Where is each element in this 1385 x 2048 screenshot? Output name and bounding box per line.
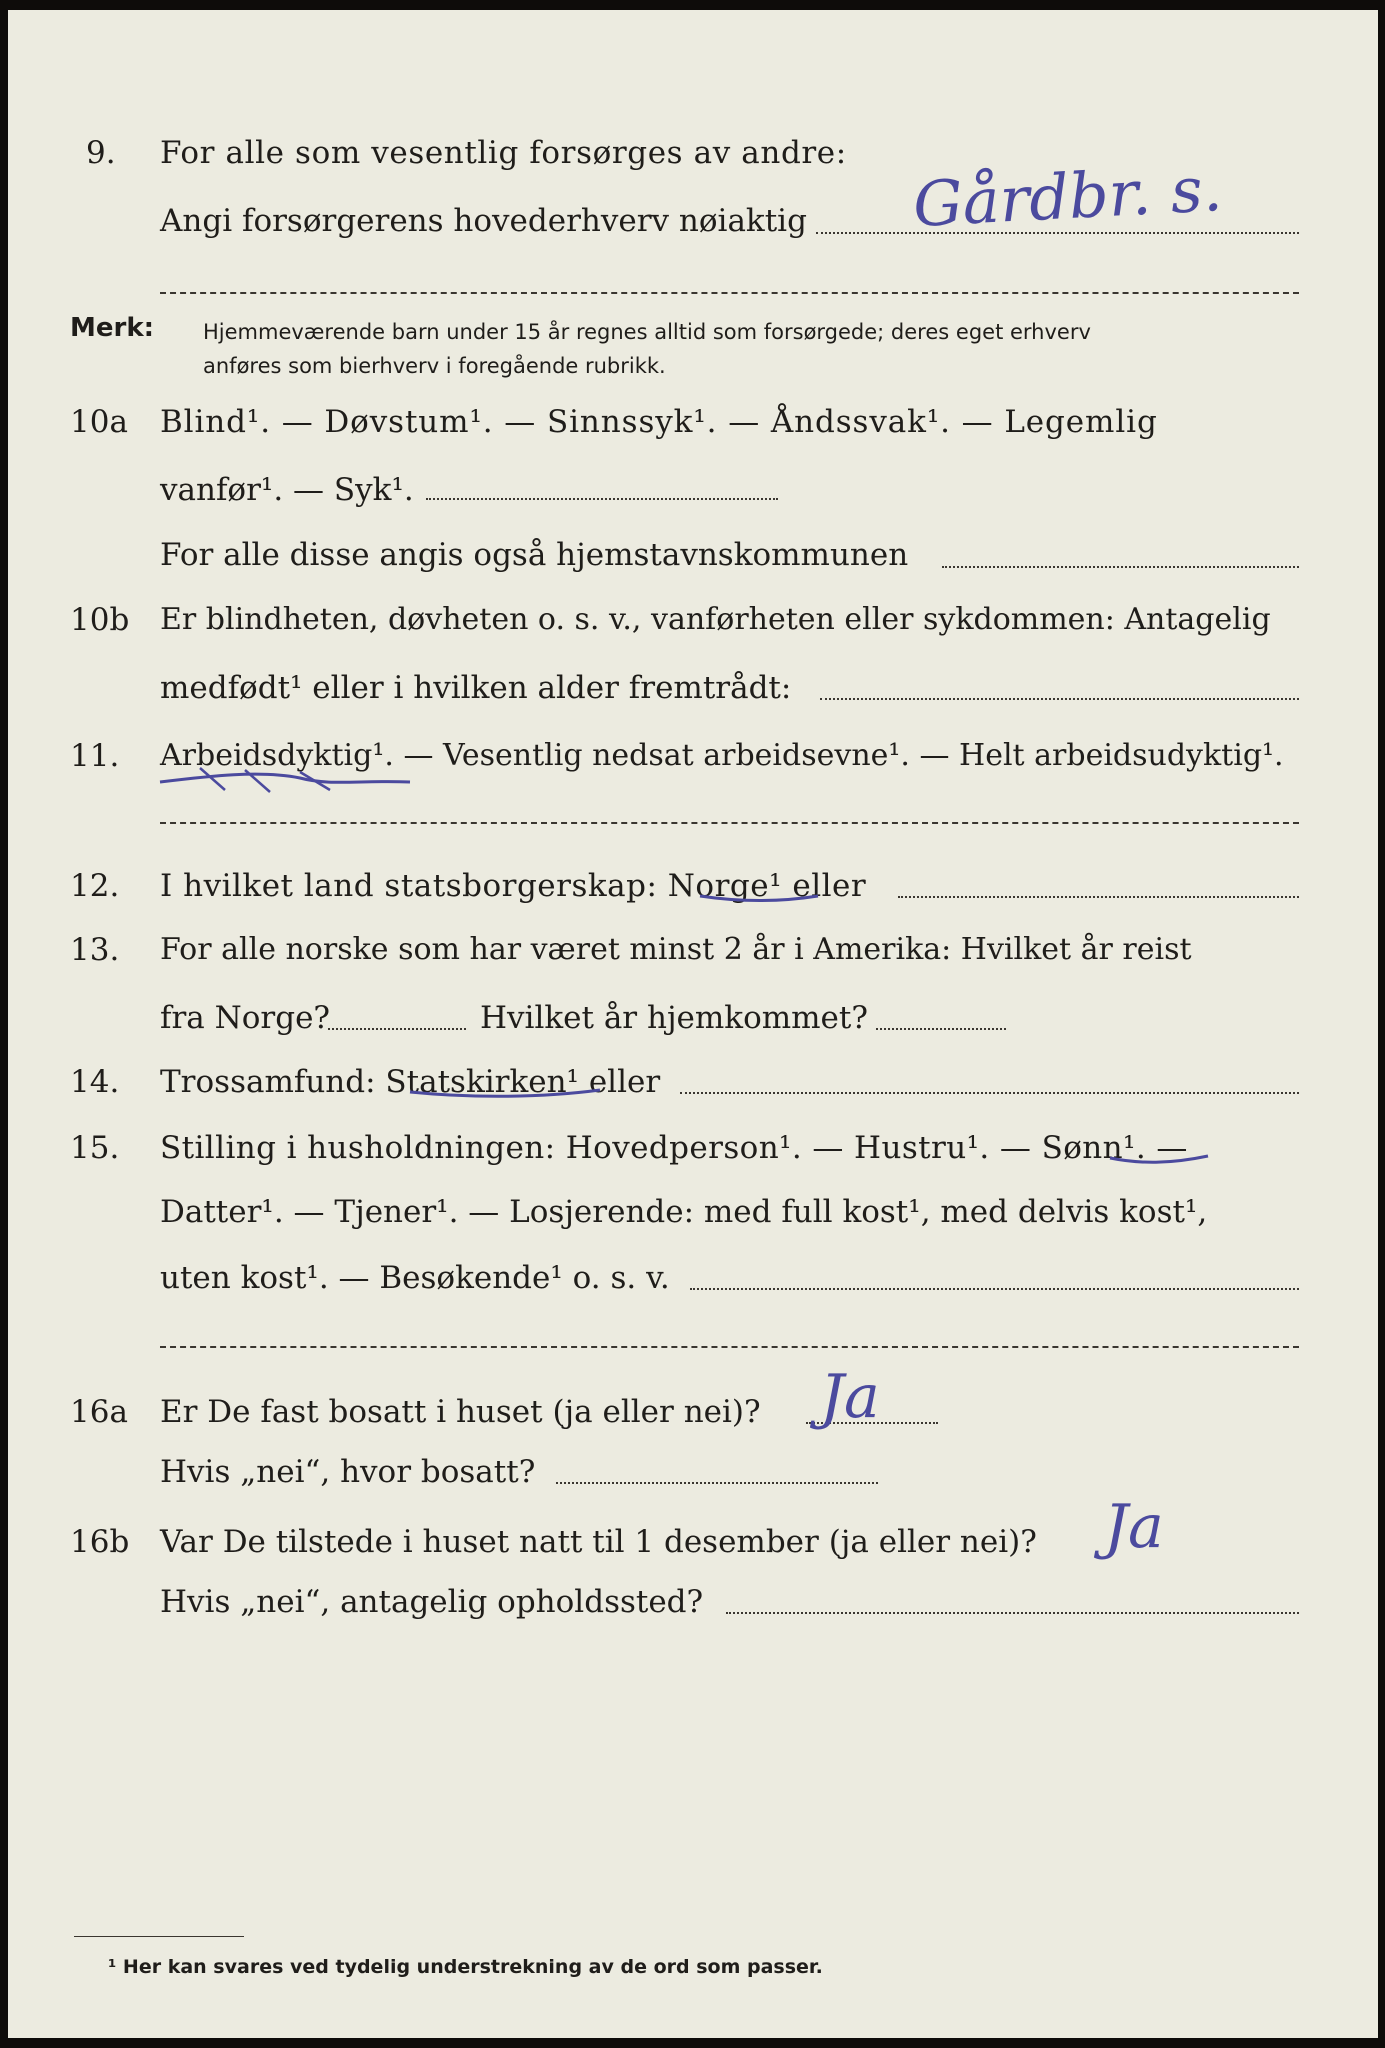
footnote-text: ¹ Her kan svares ved tydelig understrekning av de ord som passer.	[108, 1956, 823, 1978]
q15-line3: uten kost¹. — Besøkende¹ o. s. v.	[160, 1260, 670, 1296]
q9-handwritten-answer: Gårdbr. s.	[911, 151, 1224, 242]
q13-number: 13.	[70, 932, 120, 968]
merk-label: Merk:	[70, 313, 155, 343]
q16a-bosatt-line	[556, 1482, 878, 1484]
q14-number: 14.	[70, 1064, 120, 1100]
q13-line1: For alle norske som har været minst 2 år i Amerika: Hvilket år reist	[160, 932, 1192, 967]
q10b-line1: Er blindheten, døvheten o. s. v., vanførheten eller sykdommen: Antagelig	[160, 602, 1271, 637]
q10a-line3: For alle disse angis også hjemstavnskommunen	[160, 537, 909, 573]
q12-line1: I hvilket land statsborgerskap: Norge¹ eller	[160, 868, 867, 904]
q14-line1: Trossamfund: Statskirken¹ eller	[160, 1064, 661, 1100]
q14-answer-line	[680, 1092, 1299, 1094]
q10a-syk-line	[426, 498, 778, 500]
q15-line2: Datter¹. — Tjener¹. — Losjerende: med full kost¹, med delvis kost¹,	[160, 1194, 1208, 1230]
q11-number: 11.	[70, 738, 120, 774]
q9-number: 9.	[86, 135, 116, 171]
q13-reist-line	[328, 1028, 466, 1030]
q12-answer-line	[898, 896, 1299, 898]
q10a-line2: vanfør¹. — Syk¹.	[160, 472, 414, 508]
census-form-page	[8, 10, 1378, 2038]
footnote-rule	[74, 1936, 244, 1937]
q16b-opholdssted-line	[726, 1612, 1299, 1614]
q11-line1: Arbeidsdyktig¹. — Vesentlig nedsat arbeidsevne¹. — Helt arbeidsudyktig¹.	[160, 738, 1284, 773]
q13-line2b: Hvilket år hjemkommet?	[480, 1000, 868, 1036]
q10b-answer-line	[820, 698, 1299, 700]
q10a-kommune-line	[942, 566, 1299, 568]
q13-hjemkommet-line	[876, 1028, 1006, 1030]
q13-line2a: fra Norge?	[160, 1000, 331, 1036]
q9-line1: For alle som vesentlig forsørges av andre:	[160, 135, 847, 171]
merk-line1: Hjemmeværende barn under 15 år regnes alltid som forsørgede; deres eget erhverv	[203, 320, 1091, 344]
q9-separator	[160, 292, 1299, 294]
q12-number: 12.	[70, 868, 120, 904]
q16b-line2: Hvis „nei“, antagelig opholdssted?	[160, 1584, 704, 1620]
q10b-number: 10b	[70, 602, 130, 638]
q16a-line1: Er De fast bosatt i huset (ja eller nei)?	[160, 1394, 761, 1430]
q16b-handwritten-answer: Ja	[1104, 1492, 1164, 1562]
q10b-line2: medfødt¹ eller i hvilken alder fremtrådt:	[160, 670, 792, 706]
q16a-handwritten-answer: Ja	[820, 1362, 880, 1432]
q11-separator	[160, 822, 1299, 824]
q15-line1: Stilling i husholdningen: Hovedperson¹. — Hustru¹. — Sønn¹. —	[160, 1130, 1188, 1166]
merk-line2: anføres som bierhverv i foregående rubrikk.	[203, 354, 666, 378]
q10a-line1: Blind¹. — Døvstum¹. — Sinnssyk¹. — Åndssvak¹. — Legemlig	[160, 404, 1158, 440]
q10a-number: 10a	[70, 404, 128, 440]
q15-number: 15.	[70, 1130, 120, 1166]
q16a-number: 16a	[70, 1394, 128, 1430]
q16b-number: 16b	[70, 1524, 130, 1560]
q16b-line1: Var De tilstede i huset natt til 1 desember (ja eller nei)?	[160, 1524, 1037, 1560]
q9-line2: Angi forsørgerens hovederhverv nøiaktig	[160, 203, 807, 239]
q15-answer-line	[690, 1288, 1299, 1290]
q16a-line2: Hvis „nei“, hvor bosatt?	[160, 1454, 536, 1490]
q15-separator	[160, 1346, 1299, 1348]
